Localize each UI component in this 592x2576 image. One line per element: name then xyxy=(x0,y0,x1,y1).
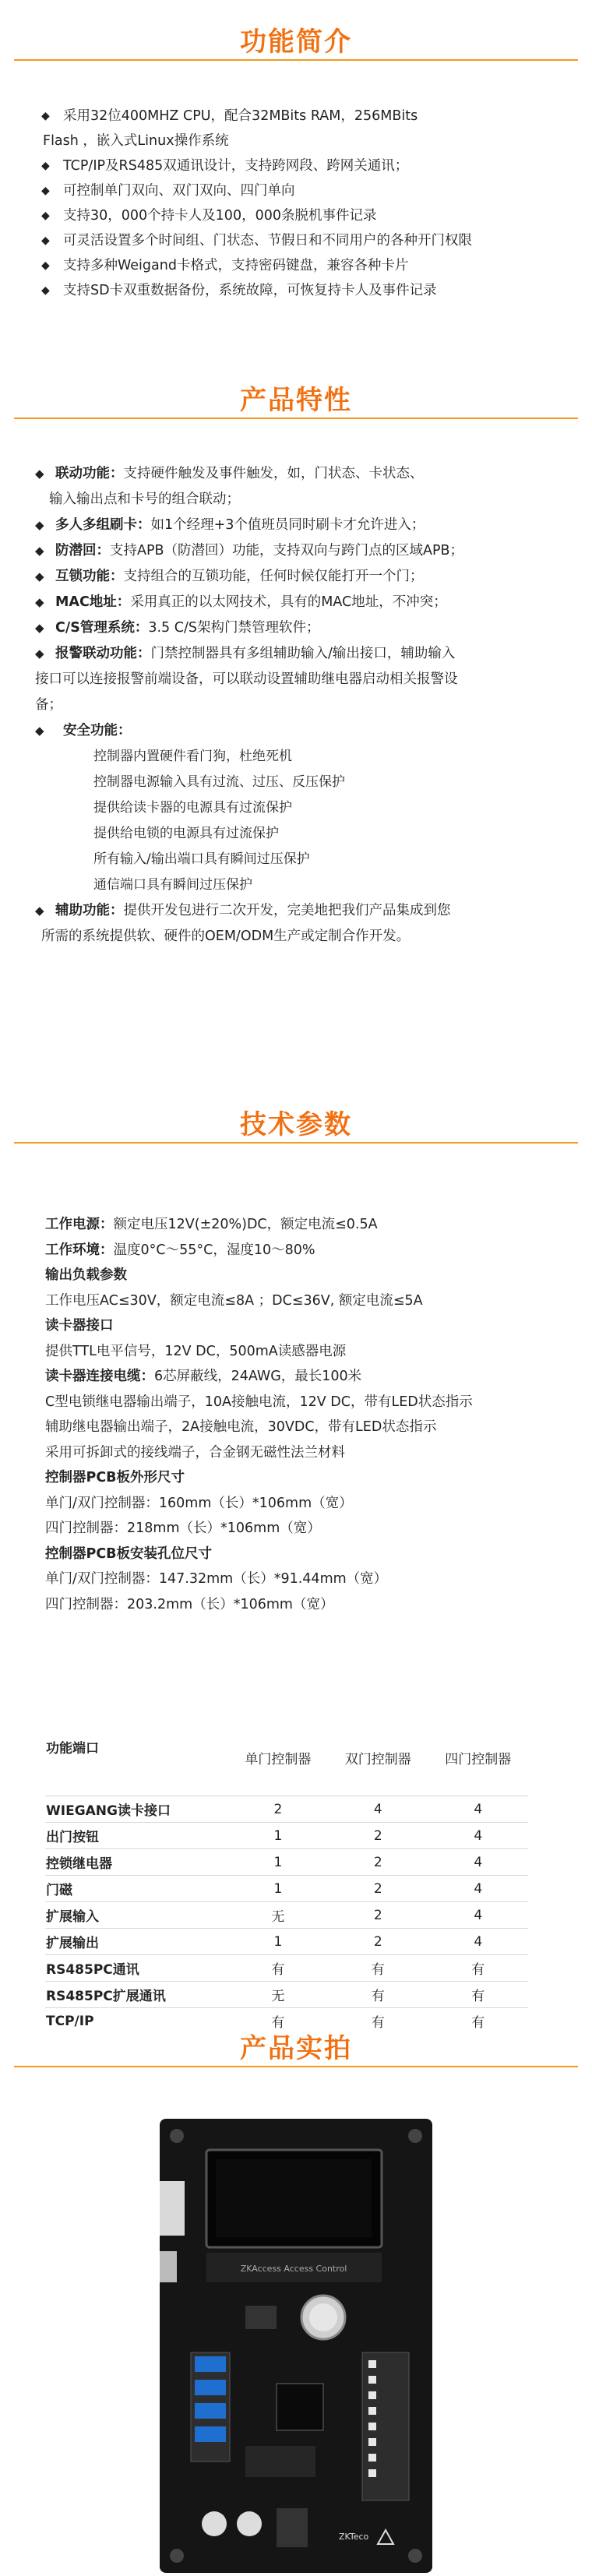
table-cell: 4 xyxy=(428,1876,528,1902)
list-item: ◆ 多人多组刷卡：如1个经理+3个值班员同时刷卡才允许进入； xyxy=(35,513,573,538)
list-item: ◆ C/S管理系统：3.5 C/S架构门禁管理软件； xyxy=(35,615,573,641)
table-cell: 有 xyxy=(428,1982,528,2008)
safety-item: 提供给电锁的电源具有过流保护 xyxy=(93,826,279,841)
table-cell: WIEGANG读卡接口 xyxy=(45,1796,228,1823)
list-item: ◆ TCP/IP及RS485双通讯设计，支持跨网段、跨网关通讯； xyxy=(35,153,573,178)
param-row: 辅助继电器输出端子，2A接触电流，30VDC，带有LED状态指示 xyxy=(45,1419,437,1435)
features-list xyxy=(35,461,573,950)
table-row xyxy=(45,1902,528,1929)
bullet-icon: ◆ xyxy=(41,160,50,172)
intro-section-header xyxy=(0,6,592,81)
table-cell: 有 xyxy=(328,1982,428,2008)
table-cell: 1 xyxy=(228,1876,328,1902)
param-row: 控制器PCB板外形尺寸 xyxy=(45,1470,185,1485)
list-item: 输入输出点和卡号的组合联动； xyxy=(49,492,240,507)
bullet-icon: ◆ xyxy=(35,724,44,738)
table-header-row xyxy=(45,1731,528,1796)
bullet-icon: ◆ xyxy=(35,544,44,558)
list-item: ◆ 防潜回：支持APB（防潜回）功能，支持双向与跨门点的区域APB； xyxy=(35,538,573,564)
board-brand-label: ZKTeco xyxy=(339,2532,369,2542)
bullet-icon: ◆ xyxy=(41,234,50,247)
table-cell: 有 xyxy=(428,2008,528,2035)
controller-board-photo xyxy=(160,2119,432,2573)
list-item: ◆ 支持SD卡双重数据备份，系统故障，可恢复持卡人及事件记录 xyxy=(35,278,573,303)
table-cell: 4 xyxy=(428,1796,528,1823)
list-item: ◆ MAC地址：采用真正的以太网技术，具有的MAC地址，不冲突； xyxy=(35,590,573,615)
features-title: 产品特性 xyxy=(240,385,352,416)
list-item: ◆ 联动功能：支持硬件触发及事件触发，如，门状态、卡状态、 xyxy=(35,461,573,487)
param-row: 工作环境：温度0°C～55°C，湿度10～80% xyxy=(45,1242,315,1258)
photo-divider xyxy=(14,2066,578,2067)
table-cell: 门磁 xyxy=(45,1876,228,1902)
column-header: 功能端口 xyxy=(46,1741,99,1757)
table-row xyxy=(45,1955,528,1982)
param-row: 四门控制器：218mm（长）*106mm（宽） xyxy=(45,1521,321,1536)
port-table xyxy=(45,1731,528,2034)
bullet-icon: ◆ xyxy=(41,259,50,272)
table-cell: 2 xyxy=(328,1902,428,1929)
param-row: C型电锁继电器输出端子，10A接触电流，12V DC，带有LED状态指示 xyxy=(45,1394,473,1410)
table-cell: 扩展输入 xyxy=(45,1902,228,1929)
safety-item: 控制器内置硬件看门狗，杜绝死机 xyxy=(93,749,292,764)
bullet-icon: ◆ xyxy=(35,647,44,661)
bullet-icon: ◆ xyxy=(41,284,50,297)
column-header: 四门控制器 xyxy=(445,1752,512,1767)
bullet-icon: ◆ xyxy=(41,185,50,197)
param-row: 控制器PCB板安装孔位尺寸 xyxy=(45,1545,213,1562)
bullet-icon: ◆ xyxy=(35,904,44,918)
list-item: ◆ 互锁功能：支持组合的互锁功能，任何时候仅能打开一个门； xyxy=(35,564,573,590)
params-list xyxy=(45,1212,583,1617)
table-cell: 2 xyxy=(328,1929,428,1955)
param-row: 单门/双门控制器：160mm（长）*106mm（宽） xyxy=(45,1495,353,1511)
table-cell: RS485PC通讯 xyxy=(45,1955,228,1982)
table-cell: 1 xyxy=(228,1929,328,1955)
table-cell: RS485PC扩展通讯 xyxy=(45,1982,228,2008)
safety-item: 所有输入/输出端口具有瞬间过压保护 xyxy=(93,851,310,867)
table-cell: 2 xyxy=(328,1849,428,1876)
table-row xyxy=(45,1982,528,2008)
list-item: Flash ，嵌入式Linux操作系统 xyxy=(43,133,229,149)
intro-title: 功能简介 xyxy=(240,26,352,58)
table-cell: 4 xyxy=(428,1902,528,1929)
table-cell: 2 xyxy=(328,1823,428,1849)
table-cell: 1 xyxy=(228,1823,328,1849)
safety-item: 通信端口具有瞬间过压保护 xyxy=(93,877,252,893)
list-item: ◆ 支持多种Weigand卡格式，支持密码键盘，兼容各种卡片 xyxy=(35,253,573,278)
table-cell: 4 xyxy=(328,1796,428,1823)
safety-item: 提供给读卡器的电源具有过流保护 xyxy=(93,800,292,816)
board-screen-label: ZKAccess Access Control xyxy=(240,2264,347,2274)
table-row xyxy=(45,1849,528,1876)
table-cell: 4 xyxy=(428,1823,528,1849)
table-row xyxy=(45,1929,528,1955)
safety-item: 控制器电源输入具有过流、过压、反压保护 xyxy=(93,774,345,790)
list-item: ◆ 采用32位400MHZ CPU，配合32MBits RAM，256MBits xyxy=(35,104,573,129)
param-row: 四门控制器：203.2mm（长）*106mm（宽） xyxy=(45,1596,334,1612)
param-row: 工作电压AC≤30V，额定电流≤8A ；DC≤36V, 额定电流≤5A xyxy=(45,1292,423,1309)
list-item: 备； xyxy=(35,697,62,713)
param-row: 读卡器接口 xyxy=(45,1318,114,1334)
table-cell: 扩展输出 xyxy=(45,1929,228,1955)
param-row: 读卡器连接电缆：6芯屏蔽线，24AWG，最长100米 xyxy=(45,1369,362,1384)
table-cell: 2 xyxy=(228,1796,328,1823)
table-cell: 有 xyxy=(328,2008,428,2035)
list-item: ◆ 报警联动功能：门禁控制器具有多组辅助输入/输出接口，辅助输入 xyxy=(35,641,573,667)
table-cell: 有 xyxy=(328,1955,428,1982)
table-cell: 有 xyxy=(228,2008,328,2035)
param-row: 采用可拆卸式的接线端子，合金钢无磁性法兰材料 xyxy=(45,1444,345,1461)
controller-board-illustration xyxy=(160,2119,432,2573)
list-item: ◆ 辅助功能：提供开发包进行二次开发，完美地把我们产品集成到您 xyxy=(35,898,573,924)
params-title: 技术参数 xyxy=(240,1109,352,1140)
list-item: ◆ 可灵活设置多个时间组、门状态、节假日和不同用户的各种开门权限 xyxy=(35,228,573,253)
list-item: 接口可以连接报警前端设备，可以联动设置辅助继电器启动相关报警设 xyxy=(35,671,458,687)
bullet-icon: ◆ xyxy=(35,621,44,635)
table-cell: 有 xyxy=(428,1955,528,1982)
param-row: 单门/双门控制器：147.32mm（长）*91.44mm（宽） xyxy=(45,1571,388,1587)
table-row xyxy=(45,1796,528,1823)
list-item: 所需的系统提供软、硬件的OEM/ODM生产或定制合作开发。 xyxy=(41,929,411,944)
intro-list xyxy=(35,104,573,303)
param-row: 提供TTL电平信号，12V DC，500mA读感器电源 xyxy=(45,1343,347,1359)
params-section-header xyxy=(0,1089,592,1164)
param-row: 工作电源：额定电压12V(±20%)DC，额定电流≤0.5A xyxy=(45,1217,378,1232)
table-cell: TCP/IP xyxy=(45,2008,228,2035)
features-section-header xyxy=(0,365,592,439)
table-cell: 控锁继电器 xyxy=(45,1849,228,1876)
table-cell: 无 xyxy=(228,1982,328,2008)
column-header: 单门控制器 xyxy=(245,1752,312,1767)
list-item: ◆ 可控制单门双向、双门双向、四门单向 xyxy=(35,178,573,203)
bullet-icon: ◆ xyxy=(41,110,50,122)
bullet-icon: ◆ xyxy=(35,569,44,583)
table-row xyxy=(45,1876,528,1902)
table-cell: 无 xyxy=(228,1902,328,1929)
bullet-icon: ◆ xyxy=(41,210,50,222)
bullet-icon: ◆ xyxy=(35,595,44,609)
table-cell: 2 xyxy=(328,1876,428,1902)
bullet-icon: ◆ xyxy=(35,518,44,532)
column-header: 双门控制器 xyxy=(344,1752,411,1767)
params-divider xyxy=(14,1142,578,1144)
photo-section-header xyxy=(0,2013,592,2088)
list-item: ◆ 支持30，000个持卡人及100，000条脱机事件记录 xyxy=(35,203,573,228)
photo-title: 产品实拍 xyxy=(240,2033,352,2064)
list-item: ◆ 安全功能： xyxy=(35,718,573,744)
table-cell: 有 xyxy=(228,1955,328,1982)
features-divider xyxy=(14,418,578,419)
table-row xyxy=(45,1823,528,1849)
param-row: 输出负载参数 xyxy=(45,1267,127,1283)
table-cell: 出门按钮 xyxy=(45,1823,228,1849)
bullet-icon: ◆ xyxy=(35,467,44,481)
intro-divider xyxy=(14,59,578,61)
table-cell: 4 xyxy=(428,1929,528,1955)
table-cell: 1 xyxy=(228,1849,328,1876)
table-cell: 4 xyxy=(428,1849,528,1876)
